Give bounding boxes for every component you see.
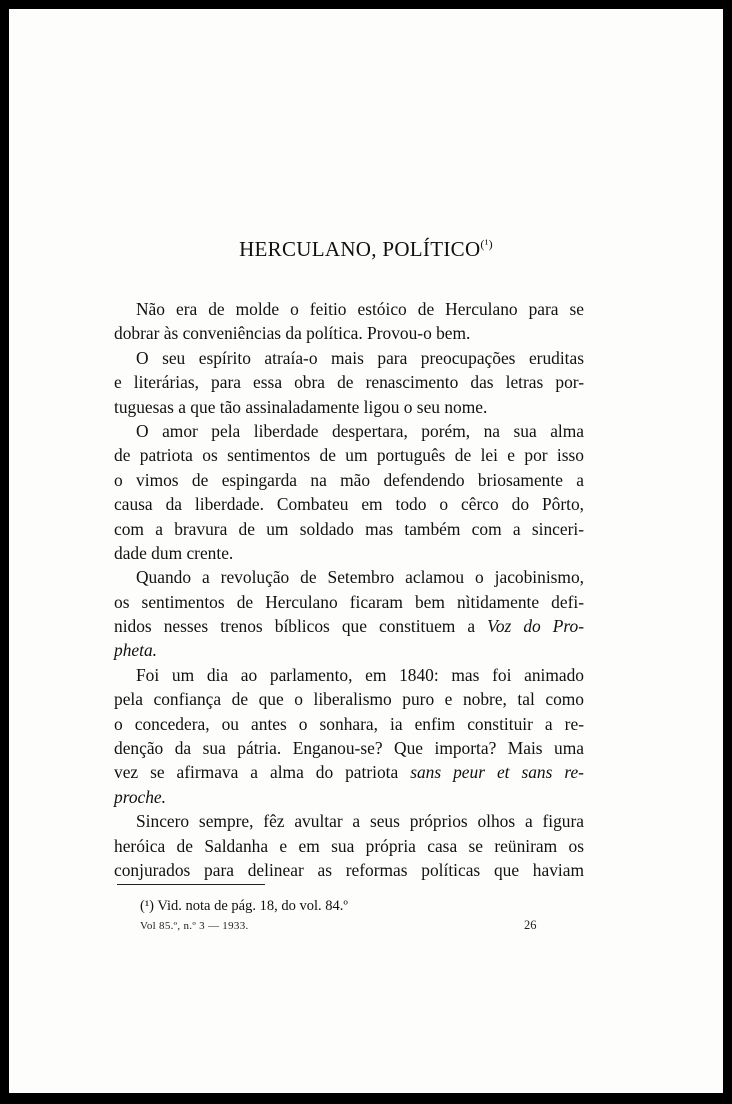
document-page [9, 9, 723, 1093]
text-line: dobrar às conveniências da política. Provou-o bem. [114, 323, 471, 344]
title-footnote-marker: (¹) [480, 237, 493, 251]
text-line: O amor pela liberdade despertara, porém, na sua alma [136, 420, 584, 441]
phrase-italic: sans peur et sans re- [410, 762, 584, 783]
text-line: dade dum crente. [114, 542, 234, 563]
text-line: conjurados para delinear as reformas políticas que haviam [114, 859, 584, 880]
text-line: pheta. [114, 640, 157, 661]
text-line: tuguesas a que tão assinaladamente ligou o seu nome. [114, 396, 488, 417]
text-line: o concedera, ou antes o sonhara, ia enfim constituir a re- [114, 713, 584, 734]
text-line [114, 614, 584, 638]
text-line: com a bravura de um soldado mas também com a sinceri- [114, 518, 584, 539]
text-line: proche. [114, 786, 166, 807]
text-line: causa da liberdade. Combateu em todo o cêrco do Pôrto, [114, 494, 584, 515]
text-line: O seu espírito atraía-o mais para preocupações eruditas [136, 347, 584, 368]
text-line: Não era de molde o feitio estóico de Herculano para se [136, 299, 584, 319]
footnote-text: Vid. nota de pág. 18, do vol. 84.º [157, 898, 348, 914]
text-line [114, 760, 584, 784]
footnote-marker: (¹) [140, 898, 155, 914]
text-line: heróica de Saldanha e em sua própria casa se reüniram os [114, 835, 584, 856]
title-text: HERCULANO, POLÍTICO [239, 237, 481, 261]
text-segment: nidos nesses trenos bíblicos que constituem a [114, 616, 476, 637]
text-line: os sentimentos de Herculano ficaram bem nìtidamente defi- [114, 591, 584, 612]
page-number: 26 [524, 918, 537, 932]
text-line: Sincero sempre, fêz avultar a seus próprios olhos a figura [136, 811, 584, 832]
text-line: de patriota os sentimentos de um português de lei e por isso [114, 445, 584, 466]
text-line: o vimos de espingarda na mão defendendo briosamente a [114, 469, 584, 490]
text-line: denção da sua pátria. Enganou-se? Que importa? Mais uma [114, 738, 584, 759]
footnote [140, 898, 348, 915]
text-line: pela confiança de que o liberalismo puro e nobre, tal como [114, 689, 584, 710]
text-line: e literárias, para essa obra de renascimento das letras por- [114, 372, 584, 393]
body-text [114, 297, 584, 882]
book-title-italic: Voz do Pro- [487, 616, 584, 637]
text-line: Quando a revolução de Setembro aclamou o jacobinismo, [136, 567, 584, 588]
text-segment: vez se afirmava a alma do patriota [114, 762, 399, 783]
issue-line: Vol 85.º, n.º 3 — 1933. [140, 920, 249, 932]
page-title [9, 237, 723, 262]
footnote-divider [117, 884, 265, 885]
text-line: Foi um dia ao parlamento, em 1840: mas foi animado [136, 664, 584, 685]
